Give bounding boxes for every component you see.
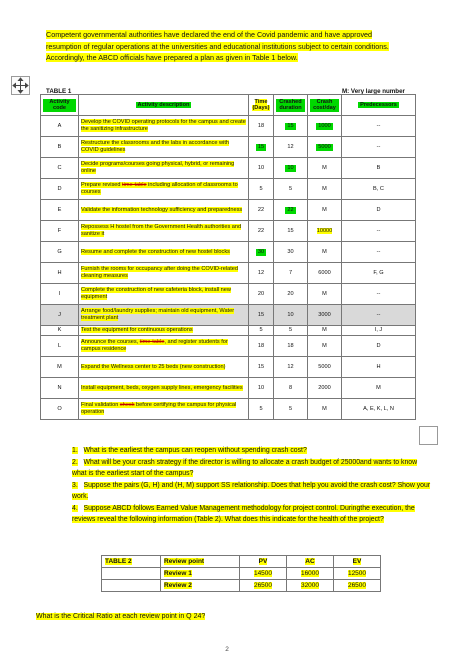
- cell-pred: --: [342, 284, 416, 305]
- cell-cost: 10000: [308, 221, 342, 242]
- cell-ev: 26500: [334, 580, 381, 592]
- cell-code: H: [41, 263, 79, 284]
- cell-code: N: [41, 378, 79, 399]
- cell-review-point: Review 1: [161, 568, 240, 580]
- cell-pv: 14500: [240, 568, 287, 580]
- table-row: [41, 336, 416, 357]
- cell-desc: Furnish the rooms for occupancy after doing the COVID-related cleaning measures: [79, 263, 249, 284]
- cell-code: F: [41, 221, 79, 242]
- header-review-point: Review point: [161, 556, 240, 568]
- cell-time: 15: [249, 305, 274, 326]
- cell-cost: 2000: [308, 378, 342, 399]
- activity-table: [40, 94, 416, 420]
- cell-pred: --: [342, 242, 416, 263]
- cell-cost: M: [308, 399, 342, 420]
- cell-crashed: 20: [274, 284, 308, 305]
- cell-cost: 6000: [308, 263, 342, 284]
- question-3: 3. Suppose the pairs (G, H) and (H, M) support SS relationship. Does that help you avoid the crash cost? Show your work.: [72, 481, 431, 500]
- header-code: Activity code: [41, 95, 79, 116]
- table-row: [102, 568, 381, 580]
- cell-code: E: [41, 200, 79, 221]
- cell-desc: Decide programs/courses going physical, hybrid, or remaining online: [79, 158, 249, 179]
- cell-desc: Test the equipment for continuous operations: [79, 326, 249, 336]
- cell-desc: Final validation check before certifying the campus for physical operation: [79, 399, 249, 420]
- cell-time: 20: [249, 284, 274, 305]
- empty-cell: [102, 568, 161, 580]
- table-row: [41, 116, 416, 137]
- table-row: [41, 158, 416, 179]
- question-1: 1. What is the earliest the campus can reopen without spending crash cost?: [72, 447, 307, 454]
- cell-desc: Restructure the classrooms and the labs in accordance with COVID guidelines: [79, 137, 249, 158]
- table2-label: TABLE 2: [102, 556, 161, 568]
- cell-time: 5: [249, 179, 274, 200]
- cell-time: 18: [249, 116, 274, 137]
- cell-cost: 5000: [308, 137, 342, 158]
- cell-time: 10: [249, 158, 274, 179]
- cell-crashed: 10: [274, 305, 308, 326]
- question-4: 4. Suppose ABCD follows Earned Value Management methodology for project control. Duringthe execution, the reviews reveal the following information (Table 2). What does this indicate for the health of the project?: [72, 504, 415, 523]
- cell-desc: Arrange food/laundry supplies; maintain old equipment, Water treatment plant: [79, 305, 249, 326]
- cell-crashed: 10: [274, 158, 308, 179]
- cell-pred: I, J: [342, 326, 416, 336]
- cell-code: D: [41, 179, 79, 200]
- review-table: [101, 555, 381, 592]
- cell-code: I: [41, 284, 79, 305]
- cell-cost: M: [308, 242, 342, 263]
- cell-ac: 16000: [287, 568, 334, 580]
- cell-crashed: 12: [274, 357, 308, 378]
- cell-cost: M: [308, 336, 342, 357]
- table2-header-row: [102, 556, 381, 568]
- cell-desc: Validate the information technology sufficiency and preparedness: [79, 200, 249, 221]
- questions-list: [64, 445, 431, 526]
- text-box-handle[interactable]: [419, 426, 438, 445]
- cell-cost: 3000: [308, 305, 342, 326]
- table-row: [102, 580, 381, 592]
- cell-code: J: [41, 305, 79, 326]
- cell-pred: H: [342, 357, 416, 378]
- cell-pv: 26500: [240, 580, 287, 592]
- cell-cost: M: [308, 326, 342, 336]
- cell-time: 5: [249, 326, 274, 336]
- cell-desc: Expand the Wellness center to 25 beds (new construction): [79, 357, 249, 378]
- cell-pred: D: [342, 336, 416, 357]
- header-crashed: Crashed duration: [274, 95, 308, 116]
- cell-crashed: 5: [274, 399, 308, 420]
- table1-header-row: [41, 95, 416, 116]
- cell-cost: M: [308, 179, 342, 200]
- header-predecessors: Predecessors: [342, 95, 416, 116]
- cell-time: 15: [249, 357, 274, 378]
- table-row: [41, 137, 416, 158]
- cell-crashed: 8: [274, 378, 308, 399]
- cell-time: 30: [249, 242, 274, 263]
- cell-desc: Announce the courses, time-table, and register students for campus residence: [79, 336, 249, 357]
- header-ev: EV: [334, 556, 381, 568]
- cell-crashed: 30: [274, 242, 308, 263]
- table-row: [41, 305, 416, 326]
- cell-pred: A, E, K, L, N: [342, 399, 416, 420]
- cell-code: A: [41, 116, 79, 137]
- table-row: [41, 378, 416, 399]
- cell-code: G: [41, 242, 79, 263]
- cell-desc: Resume and complete the construction of new hostel blocks: [79, 242, 249, 263]
- cell-crashed: 18: [274, 336, 308, 357]
- cell-time: 12: [249, 263, 274, 284]
- header-pv: PV: [240, 556, 287, 568]
- cell-review-point: Review 2: [161, 580, 240, 592]
- table-row: [41, 242, 416, 263]
- cell-code: C: [41, 158, 79, 179]
- cell-desc: Prepare revised time-table including allocation of classrooms to courses: [79, 179, 249, 200]
- cell-pred: B: [342, 158, 416, 179]
- cell-crashed: 7: [274, 263, 308, 284]
- cell-pred: --: [342, 221, 416, 242]
- cell-pred: F, G: [342, 263, 416, 284]
- intro-paragraph: Competent governmental authorities have declared the end of the Covid pandemic and have approved resumption of regular operations at the universities and educational institutions subject to certain conditions. Accordingly, the ABCD officials have prepared a plan as given in Table 1 below.: [46, 30, 389, 63]
- cell-crashed: 15: [274, 116, 308, 137]
- cell-time: 5: [249, 399, 274, 420]
- cell-crashed: 15: [274, 221, 308, 242]
- cell-crashed: 5: [274, 326, 308, 336]
- cell-crashed: 12: [274, 137, 308, 158]
- header-time: Time (Days): [249, 95, 274, 116]
- critical-ratio-question: What is the Critical Ratio at each review point in Q 24?: [36, 613, 206, 620]
- table1-note: M: Very large number: [342, 88, 405, 95]
- cell-pred: M: [342, 378, 416, 399]
- cell-desc: Complete the construction of new cafeteria block, install new equipment: [79, 284, 249, 305]
- cell-desc: Repossess H hostel from the Government Health authorities and sanitize it: [79, 221, 249, 242]
- cell-desc: Develop the COVID operating protocols for the campus and create the sanitizing infrastructure: [79, 116, 249, 137]
- cell-pred: --: [342, 137, 416, 158]
- cell-pred: D: [342, 200, 416, 221]
- table-row: [41, 284, 416, 305]
- cell-crashed: 22: [274, 200, 308, 221]
- cell-code: K: [41, 326, 79, 336]
- question-2: 2. What will be your crash strategy if the director is willing to allocate a crash budget of 25000and wants to know what is the earliest start of the campus?: [72, 458, 418, 477]
- cell-time: 18: [249, 336, 274, 357]
- table-row: [41, 357, 416, 378]
- cell-pred: B, C: [342, 179, 416, 200]
- cell-cost: 5000: [308, 357, 342, 378]
- header-ac: AC: [287, 556, 334, 568]
- cell-ac: 32000: [287, 580, 334, 592]
- table-row: [41, 326, 416, 336]
- table-row: [41, 221, 416, 242]
- move-handle-icon[interactable]: [11, 76, 30, 95]
- cell-pred: --: [342, 116, 416, 137]
- cell-time: 10: [249, 378, 274, 399]
- cell-cost: M: [308, 158, 342, 179]
- cell-code: L: [41, 336, 79, 357]
- cell-pred: --: [342, 305, 416, 326]
- cell-cost: M: [308, 200, 342, 221]
- cell-code: B: [41, 137, 79, 158]
- header-crash-cost: Crash cost/day: [308, 95, 342, 116]
- cell-time: 22: [249, 221, 274, 242]
- header-description: Activity description: [79, 95, 249, 116]
- empty-cell: [102, 580, 161, 592]
- table-row: [41, 200, 416, 221]
- cell-desc: Install equipment, beds, oxygen supply lines, emergency facilities: [79, 378, 249, 399]
- cell-cost: 1000: [308, 116, 342, 137]
- table-row: [41, 399, 416, 420]
- table-row: [41, 179, 416, 200]
- table1-label: TABLE 1: [46, 88, 72, 95]
- cell-code: O: [41, 399, 79, 420]
- table-row: [41, 263, 416, 284]
- cell-ev: 12500: [334, 568, 381, 580]
- cell-time: 22: [249, 200, 274, 221]
- cell-time: 15: [249, 137, 274, 158]
- review-table-wrapper: [101, 555, 381, 592]
- cell-crashed: 5: [274, 179, 308, 200]
- cell-code: M: [41, 357, 79, 378]
- cell-cost: M: [308, 284, 342, 305]
- page-number: 2: [225, 646, 229, 653]
